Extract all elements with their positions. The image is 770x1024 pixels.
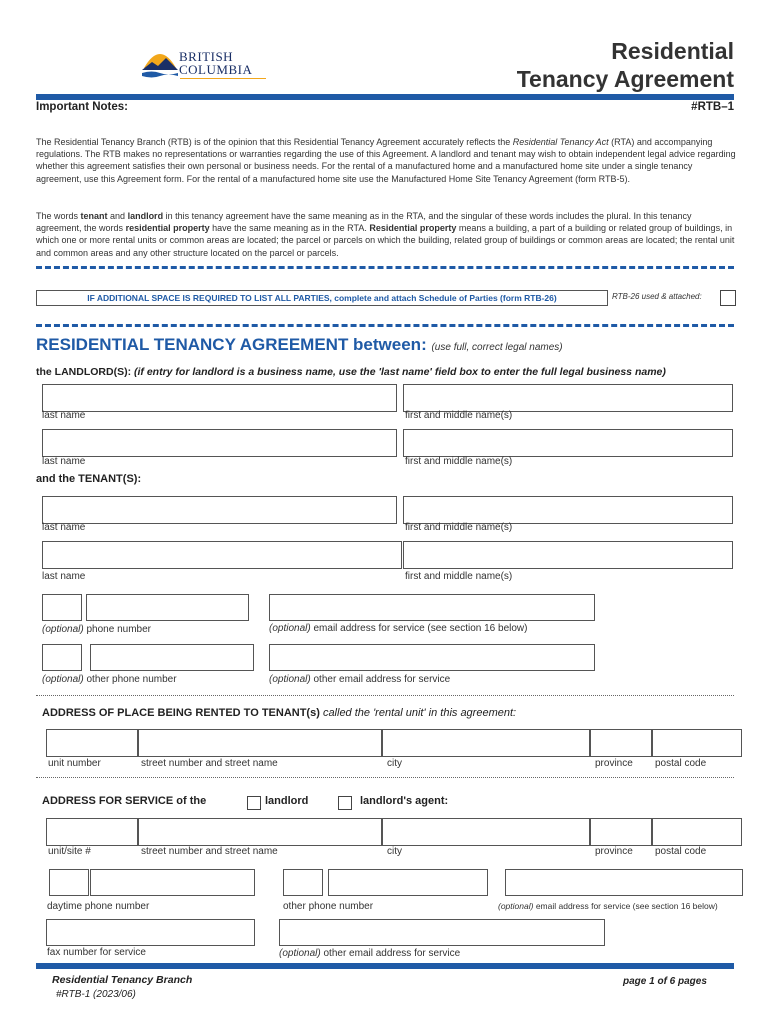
postal-code-label: postal code bbox=[655, 758, 707, 769]
dashed-divider bbox=[36, 324, 734, 327]
service-email-label: (optional) email address for service (see section 16 below) bbox=[498, 901, 718, 911]
tenant2-last-name-input[interactable] bbox=[42, 541, 402, 569]
form-id: #RTB–1 bbox=[691, 101, 734, 113]
landlord1-first-name-input[interactable] bbox=[403, 384, 733, 412]
service-street-input[interactable] bbox=[138, 818, 382, 846]
schedule-of-parties-notice: IF ADDITIONAL SPACE IS REQUIRED TO LIST ALL PARTIES, complete and attach Schedule of Parties (form RTB-26) bbox=[36, 290, 608, 306]
dashed-divider bbox=[36, 266, 734, 269]
last-name-label: last name bbox=[42, 522, 86, 533]
street-label: street number and street name bbox=[141, 758, 278, 769]
service-province-input[interactable] bbox=[590, 818, 652, 846]
tenant1-first-name-input[interactable] bbox=[403, 496, 733, 524]
dotted-divider bbox=[36, 695, 734, 696]
first-middle-label: first and middle name(s) bbox=[405, 571, 513, 582]
tenant1-last-name-input[interactable] bbox=[42, 496, 397, 524]
rental-province-input[interactable] bbox=[590, 729, 652, 757]
bc-logo-mark bbox=[140, 42, 180, 82]
first-middle-label: first and middle name(s) bbox=[405, 522, 513, 533]
last-name-label: last name bbox=[42, 571, 86, 582]
landlord-checkbox-label: landlord bbox=[265, 795, 309, 807]
logo-underline bbox=[180, 78, 266, 79]
daytime-phone-area-code-input[interactable] bbox=[49, 869, 89, 896]
page-number: page 1 of 6 pages bbox=[623, 976, 707, 987]
rental-city-input[interactable] bbox=[382, 729, 590, 757]
landlord2-last-name-input[interactable] bbox=[42, 429, 397, 457]
service-postal-code-input[interactable] bbox=[652, 818, 742, 846]
city-label: city bbox=[387, 846, 402, 857]
rental-unit-heading: ADDRESS OF PLACE BEING RENTED TO TENANT(s) called the 'rental unit' in this agreement: bbox=[42, 707, 517, 719]
tenant-phone-area-code-input[interactable] bbox=[42, 594, 82, 621]
tenant-phone-input[interactable] bbox=[86, 594, 249, 621]
tenant-other-email-label: (optional) other email address for service bbox=[269, 674, 451, 685]
city-label: city bbox=[387, 758, 402, 769]
landlord2-first-name-input[interactable] bbox=[403, 429, 733, 457]
rtb26-checkbox[interactable] bbox=[720, 290, 736, 306]
logo-text-british: BRITISH bbox=[179, 49, 234, 64]
important-notes-label: Important Notes: bbox=[36, 101, 128, 113]
rental-postal-code-input[interactable] bbox=[652, 729, 742, 757]
last-name-label: last name bbox=[42, 410, 86, 421]
postal-code-label: postal code bbox=[655, 846, 707, 857]
tenant-other-email-input[interactable] bbox=[269, 644, 595, 671]
service-address-heading: ADDRESS FOR SERVICE of the bbox=[42, 795, 207, 807]
service-unit-site-input[interactable] bbox=[46, 818, 138, 846]
fax-label: fax number for service bbox=[47, 947, 146, 958]
agent-checkbox-label: landlord's agent: bbox=[360, 795, 449, 807]
rental-unit-number-input[interactable] bbox=[46, 729, 138, 757]
tenant-other-phone-input[interactable] bbox=[90, 644, 254, 671]
intro-paragraph-2: The words tenant and landlord in this tenancy agreement have the same meaning as in the RTA, and the singular of these words includes the plural. In this tenancy agreement, the words residential property have the same meaning as in the RTA. Residential property means a building, a part of a building or related group of buildings, in which one or more rental units or common areas are located; the parcel or parcels on which the building, related group of buildings or common areas are located; the rental unit and common areas and any other structure located on the parcel or parcels. bbox=[36, 211, 735, 258]
tenant-email-label: (optional) email address for service (see section 16 below) bbox=[269, 623, 528, 634]
other-phone-input[interactable] bbox=[328, 869, 488, 896]
header-divider bbox=[36, 94, 734, 100]
landlord-checkbox[interactable] bbox=[247, 796, 261, 810]
rental-street-input[interactable] bbox=[138, 729, 382, 757]
tenants-heading: and the TENANT(S): bbox=[36, 473, 142, 485]
other-phone-label: other phone number bbox=[283, 901, 374, 912]
service-email-input[interactable] bbox=[505, 869, 743, 896]
intro-paragraph-1: The Residential Tenancy Branch (RTB) is of the opinion that this Residential Tenancy Agreement accurately reflects the Residential Tenancy Act (RTA) and accompanying regulations. The RTB makes no representations or warranties regarding the use of this Agreement. A landlord and tenant may wish to obtain independent legal advice regarding whether this agreement satisfies their own personal or business needs. For the rental of a manufactured home and a manufactured home site under a single tenancy agreement, use this Agreement form. For the rental of a manufactured home site use the Manufactured Home Site Tenancy Agreement (form RTB-5). bbox=[36, 137, 736, 184]
footer-form-version: #RTB-1 (2023/06) bbox=[56, 989, 136, 1000]
page-title-line1: Residential bbox=[611, 38, 734, 64]
logo-text-columbia: COLUMBIA bbox=[179, 62, 253, 77]
first-middle-label: first and middle name(s) bbox=[405, 410, 513, 421]
unit-site-label: unit/site # bbox=[48, 846, 91, 857]
other-email-input[interactable] bbox=[279, 919, 605, 946]
landlord1-last-name-input[interactable] bbox=[42, 384, 397, 412]
footer-branch: Residential Tenancy Branch bbox=[52, 974, 193, 986]
fax-input[interactable] bbox=[46, 919, 255, 946]
agreement-heading-note: (use full, correct legal names) bbox=[431, 342, 563, 353]
agent-checkbox[interactable] bbox=[338, 796, 352, 810]
tenant2-first-name-input[interactable] bbox=[403, 541, 733, 569]
unit-number-label: unit number bbox=[48, 758, 101, 769]
rtb26-label: RTB-26 used & attached: bbox=[612, 292, 702, 301]
tenant-other-phone-label: (optional) other phone number bbox=[42, 674, 177, 685]
agreement-heading: RESIDENTIAL TENANCY AGREEMENT between: (use full, correct legal names) bbox=[36, 335, 563, 354]
service-city-input[interactable] bbox=[382, 818, 590, 846]
tenant-email-input[interactable] bbox=[269, 594, 595, 621]
street-label: street number and street name bbox=[141, 846, 278, 857]
other-phone-area-code-input[interactable] bbox=[283, 869, 323, 896]
page-title-line2: Tenancy Agreement bbox=[516, 66, 734, 92]
last-name-label: last name bbox=[42, 456, 86, 467]
first-middle-label: first and middle name(s) bbox=[405, 456, 513, 467]
landlords-heading: the LANDLORD(S): (if entry for landlord is a business name, use the 'last name' field box to enter the full legal business name) bbox=[36, 366, 666, 378]
daytime-phone-label: daytime phone number bbox=[47, 901, 150, 912]
province-label: province bbox=[595, 758, 633, 769]
daytime-phone-input[interactable] bbox=[90, 869, 255, 896]
tenant-other-phone-area-code-input[interactable] bbox=[42, 644, 82, 671]
tenant-phone-label: (optional) phone number bbox=[42, 624, 151, 635]
dotted-divider bbox=[36, 777, 734, 778]
other-email-label: (optional) other email address for service bbox=[279, 948, 461, 959]
footer-divider bbox=[36, 963, 734, 969]
province-label: province bbox=[595, 846, 633, 857]
